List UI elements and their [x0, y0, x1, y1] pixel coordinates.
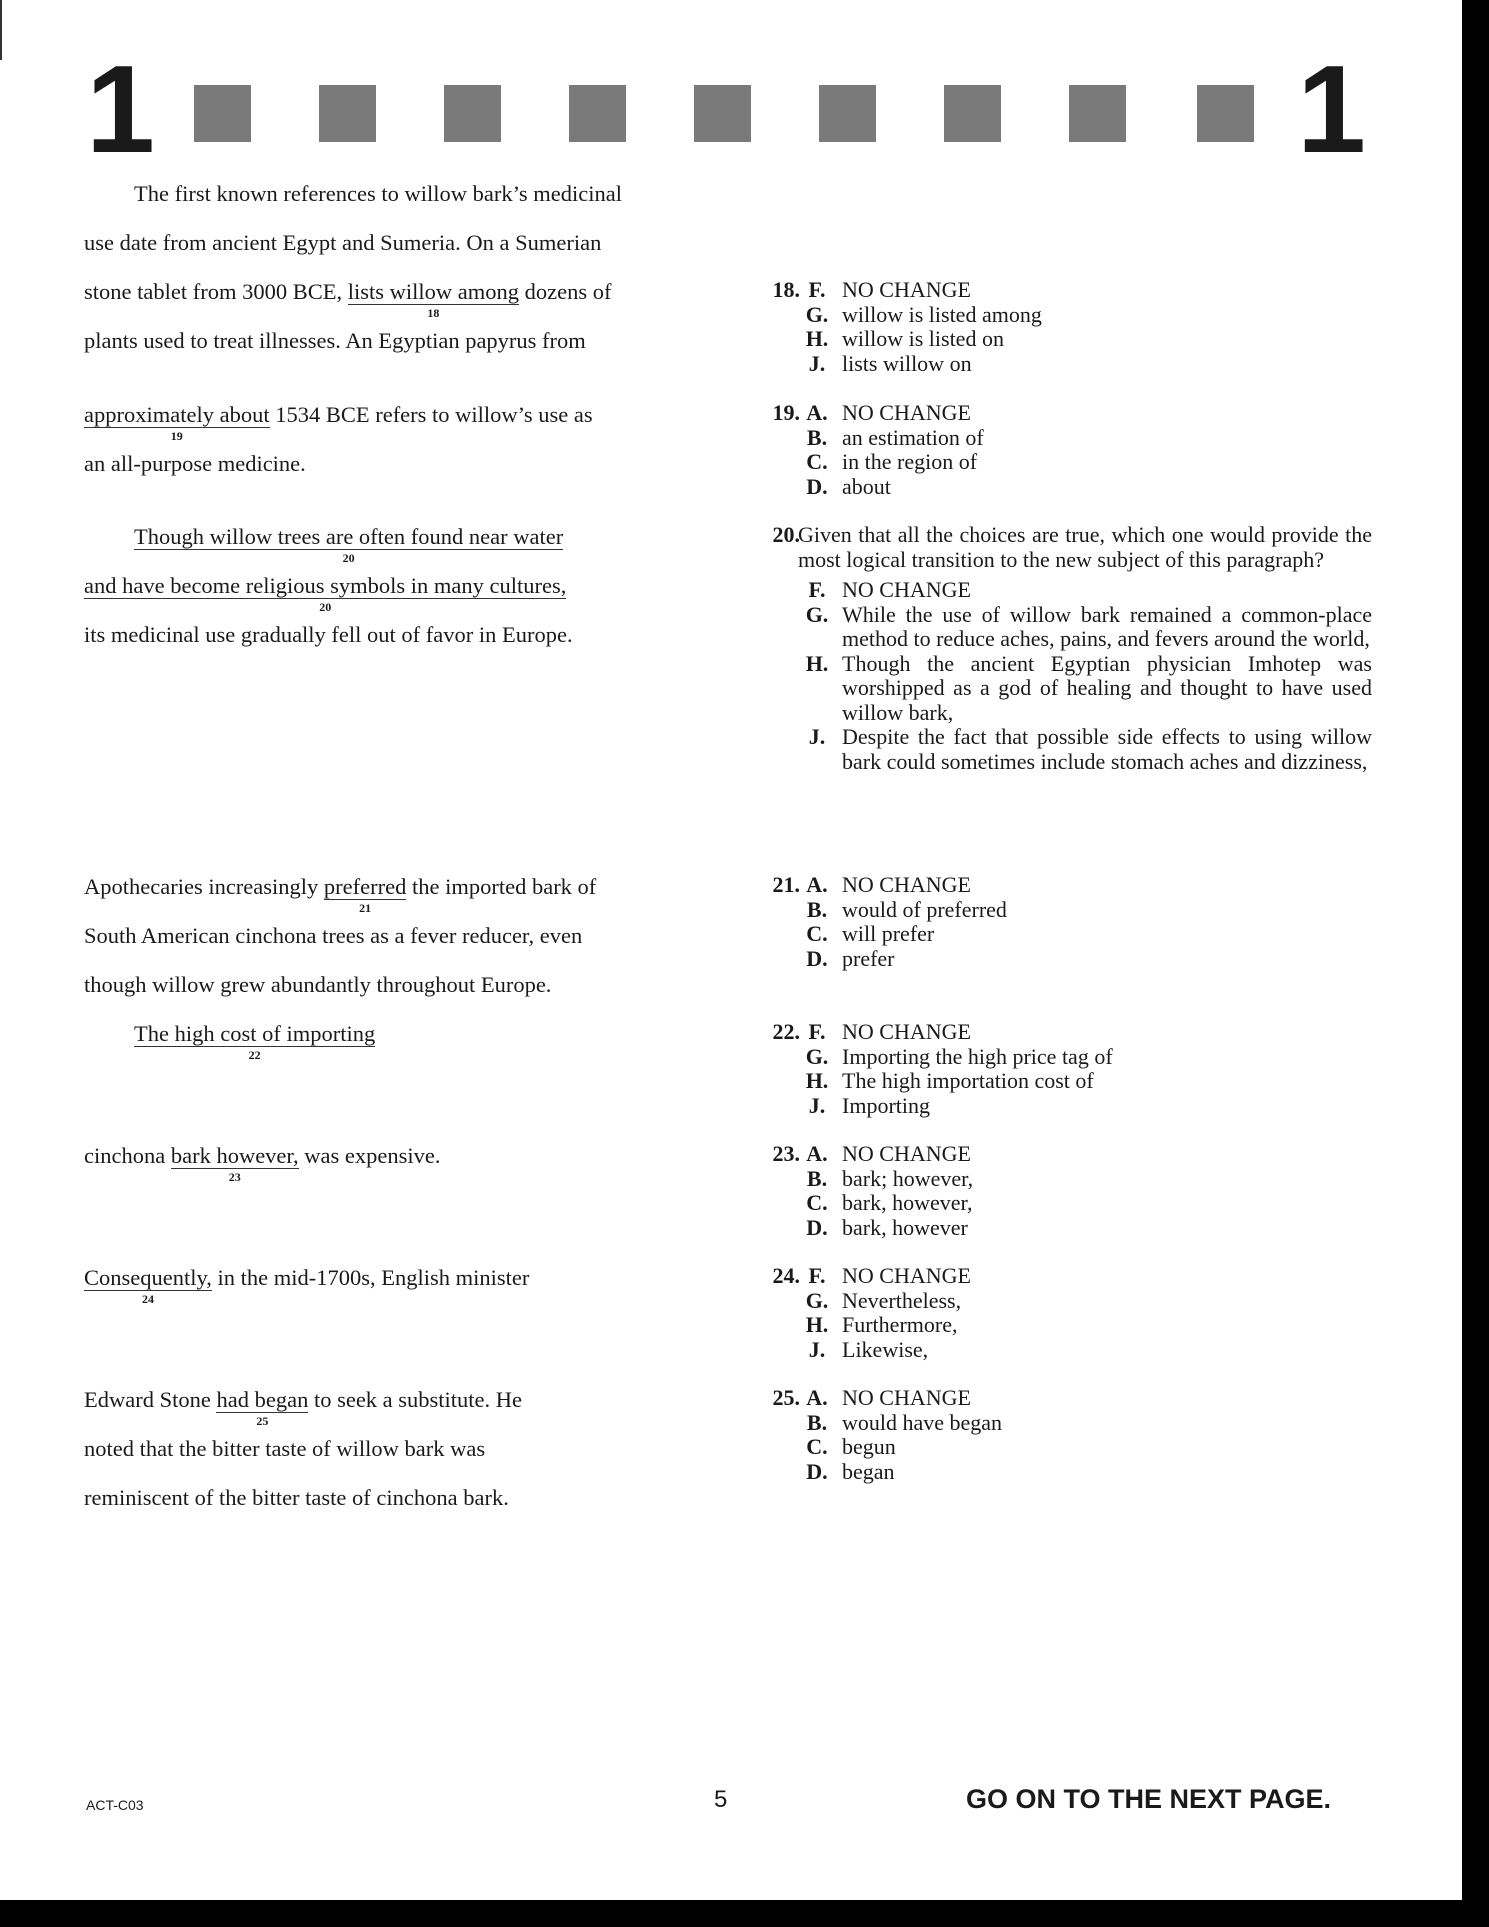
- scan-edge-mark: [0, 0, 2, 60]
- option-letter: D.: [806, 473, 828, 499]
- question-number: 21.: [772, 872, 800, 897]
- underlined-portion: [323, 874, 407, 915]
- option-letter: B.: [806, 1165, 828, 1191]
- passage-line: [84, 922, 704, 950]
- question-number: 24.: [772, 1263, 800, 1288]
- answer-option[interactable]: [752, 1167, 1372, 1192]
- question-reference-number: 25: [256, 1414, 269, 1428]
- answer-option[interactable]: [752, 725, 1372, 774]
- option-letter: G.: [805, 301, 829, 327]
- question-25: [752, 1386, 1372, 1484]
- option-text: NO CHANGE: [842, 1019, 971, 1044]
- option-text: While the use of willow bark remained a common-place method to reduce aches, pains, and fevers around the world,: [842, 601, 1372, 651]
- option-letter: J.: [808, 350, 826, 376]
- option-text: an estimation of: [842, 424, 984, 450]
- option-letter: F.: [808, 1019, 826, 1044]
- header-box: [319, 85, 376, 142]
- option-letter: D.: [806, 1214, 828, 1240]
- question-20: [752, 523, 1372, 774]
- answer-option[interactable]: [752, 303, 1372, 328]
- option-letter: G.: [805, 1043, 829, 1069]
- underlined-portion: [216, 1387, 309, 1428]
- passage-text: Edward Stone: [84, 1387, 217, 1412]
- passage-line: [84, 450, 704, 478]
- underlined-text: and have become religious symbols in many cultures,: [84, 573, 567, 598]
- passage-text: the imported bark of: [406, 874, 597, 899]
- passage-line: [84, 1435, 704, 1463]
- question-reference-number: 24: [141, 1292, 154, 1306]
- option-text: would have began: [842, 1409, 1003, 1435]
- question-number: 25.: [772, 1385, 800, 1410]
- option-text: would of preferred: [842, 896, 1007, 922]
- option-letter: H.: [805, 1312, 829, 1337]
- underlined-portion: [84, 1265, 212, 1306]
- header-box: [819, 85, 876, 142]
- underlined-portion: [134, 1021, 376, 1062]
- option-text: NO CHANGE: [842, 277, 971, 302]
- answer-option[interactable]: [752, 1142, 1372, 1167]
- option-text: willow is listed among: [842, 301, 1042, 327]
- option-text: bark; however,: [842, 1165, 974, 1191]
- option-text: willow is listed on: [842, 326, 1004, 351]
- option-text: Furthermore,: [842, 1312, 958, 1337]
- question-number: 22.: [772, 1019, 800, 1044]
- answer-option[interactable]: [752, 1216, 1372, 1241]
- option-text: will prefer: [842, 921, 935, 946]
- underlined-portion: [84, 402, 270, 443]
- option-text: NO CHANGE: [842, 1263, 971, 1288]
- answer-option[interactable]: [752, 947, 1372, 972]
- option-letter: J.: [808, 1336, 826, 1362]
- option-text: in the region of: [842, 449, 978, 474]
- option-letter: A.: [806, 872, 828, 897]
- header-box: [1197, 85, 1254, 142]
- answer-option[interactable]: [752, 603, 1372, 652]
- passage-line: [84, 401, 704, 443]
- option-letter: A.: [806, 1141, 828, 1166]
- answer-option[interactable]: [752, 1289, 1372, 1314]
- header-box: [944, 85, 1001, 142]
- option-letter: A.: [806, 400, 828, 425]
- option-letter: A.: [806, 1385, 828, 1410]
- answer-option[interactable]: [752, 401, 1372, 426]
- underlined-text: had began: [216, 1387, 309, 1412]
- option-letter: J.: [808, 1092, 826, 1118]
- passage-line: [84, 278, 704, 320]
- option-letter: D.: [806, 945, 828, 971]
- answer-option[interactable]: [752, 1094, 1372, 1119]
- section-number-right: 1: [1297, 41, 1366, 179]
- option-letter: F.: [808, 577, 826, 602]
- option-text: bark, however,: [842, 1190, 973, 1215]
- passage-text: 1534 BCE refers to willow’s use as: [269, 402, 593, 427]
- passage-line: [84, 229, 704, 257]
- underlined-portion: [84, 573, 567, 614]
- question-number: 20.: [772, 522, 800, 547]
- passage-text: dozens of: [518, 279, 612, 304]
- option-text: began: [842, 1458, 895, 1484]
- option-letter: C.: [806, 1434, 828, 1459]
- passage-line: [84, 621, 704, 649]
- underlined-text: Though willow trees are often found near water: [134, 524, 564, 549]
- answer-option[interactable]: [752, 578, 1372, 603]
- answer-option[interactable]: [752, 1338, 1372, 1363]
- question-number: 19.: [772, 400, 800, 425]
- answer-option[interactable]: [752, 1191, 1372, 1216]
- question-18: [752, 278, 1372, 376]
- answer-option[interactable]: [752, 652, 1372, 726]
- header-box: [569, 85, 626, 142]
- page-number: 5: [714, 1786, 728, 1813]
- option-letter: B.: [806, 424, 828, 450]
- underlined-text: Consequently,: [84, 1265, 212, 1290]
- passage-line: [84, 873, 704, 915]
- passage-line: [84, 572, 704, 614]
- underlined-text: The high cost of importing: [134, 1021, 376, 1046]
- question-number: 18.: [772, 277, 800, 302]
- answer-option[interactable]: [752, 1045, 1372, 1070]
- answer-option[interactable]: [752, 1020, 1372, 1045]
- option-letter: C.: [806, 1190, 828, 1215]
- question-reference-number: 20: [319, 600, 332, 614]
- question-reference-number: 19: [170, 429, 183, 443]
- question-reference-number: 22: [248, 1048, 261, 1062]
- question-number: 23.: [772, 1141, 800, 1166]
- passage-text: was expensive.: [298, 1143, 441, 1168]
- passage-line: [84, 327, 704, 355]
- underlined-text: bark however,: [170, 1143, 299, 1168]
- answer-option[interactable]: [752, 1460, 1372, 1485]
- answer-option[interactable]: [752, 327, 1372, 352]
- option-letter: C.: [806, 449, 828, 474]
- answer-option[interactable]: [752, 1386, 1372, 1411]
- passage-text: cinchona: [84, 1143, 171, 1168]
- option-letter: F.: [808, 1263, 826, 1288]
- passage-line: [84, 1020, 754, 1062]
- passage-line: [84, 523, 754, 565]
- passage-text: its medicinal use gradually fell out of favor in Europe.: [84, 622, 573, 647]
- option-text: NO CHANGE: [842, 872, 971, 897]
- option-letter: H.: [805, 326, 829, 351]
- option-text: Nevertheless,: [842, 1287, 962, 1313]
- passage-text: stone tablet from 3000 BCE,: [84, 279, 348, 304]
- passage-line: [84, 1386, 704, 1428]
- option-text: bark, however: [842, 1214, 968, 1240]
- answer-option[interactable]: [752, 898, 1372, 923]
- answer-option[interactable]: [752, 1313, 1372, 1338]
- passage-text: The first known references to willow bark’s medicinal: [134, 181, 622, 206]
- passage-text: use date from ancient Egypt and Sumeria. On a Sumerian: [84, 230, 602, 255]
- underlined-portion: [347, 279, 519, 320]
- passage-line: [84, 1484, 704, 1512]
- answer-option[interactable]: [752, 426, 1372, 451]
- option-text: NO CHANGE: [842, 1141, 971, 1166]
- passage-line: [84, 1264, 704, 1306]
- passage-text: noted that the bitter taste of willow bark was: [84, 1436, 486, 1461]
- question-reference-number: 21: [359, 901, 372, 915]
- option-letter: B.: [806, 1409, 828, 1435]
- next-page-notice: GO ON TO THE NEXT PAGE.: [966, 1784, 1332, 1814]
- question-24: [752, 1264, 1372, 1362]
- passage-text: though willow grew abundantly throughout Europe.: [84, 972, 552, 997]
- question-19: [752, 401, 1372, 499]
- option-text: NO CHANGE: [842, 1385, 971, 1410]
- answer-option[interactable]: [752, 352, 1372, 377]
- passage-text: Apothecaries increasingly: [84, 874, 324, 899]
- answer-option[interactable]: [752, 873, 1372, 898]
- header-box: [694, 85, 751, 142]
- header-box: [194, 85, 251, 142]
- question-22: [752, 1020, 1372, 1118]
- answer-option[interactable]: [752, 278, 1372, 303]
- form-code: ACT-C03: [86, 1797, 144, 1813]
- option-letter: F.: [808, 277, 826, 302]
- passage-text: plants used to treat illnesses. An Egyptian papyrus from: [84, 328, 586, 353]
- option-text: The high importation cost of: [842, 1068, 1094, 1093]
- option-letter: G.: [805, 601, 829, 627]
- answer-option[interactable]: [752, 450, 1372, 475]
- passage-text: in the mid-1700s, English minister: [211, 1265, 530, 1290]
- answer-option[interactable]: [752, 1411, 1372, 1436]
- option-text: Importing the high price tag of: [842, 1043, 1113, 1069]
- passage-line: [84, 1142, 704, 1184]
- question-23: [752, 1142, 1372, 1240]
- underlined-text: preferred: [323, 874, 407, 899]
- question-21: [752, 873, 1372, 971]
- option-text: about: [842, 473, 891, 499]
- answer-option[interactable]: [752, 1069, 1372, 1094]
- option-text: begun: [842, 1434, 896, 1459]
- option-letter: H.: [805, 650, 829, 676]
- section-number-left: 1: [86, 41, 155, 179]
- option-letter: G.: [805, 1287, 829, 1313]
- question-reference-number: 18: [427, 306, 440, 320]
- underlined-text: approximately about: [84, 402, 270, 427]
- passage-text: an all-purpose medicine.: [84, 451, 306, 476]
- passage-line: [84, 180, 754, 208]
- answer-option[interactable]: [752, 475, 1372, 500]
- underlined-text: lists willow among: [347, 279, 519, 304]
- option-text: NO CHANGE: [842, 400, 971, 425]
- option-text: Though the ancient Egyptian physician Imhotep was worshipped as a god of healing and thought to have used willow bark,: [842, 650, 1372, 725]
- option-text: prefer: [842, 945, 895, 971]
- passage-text: South American cinchona trees as a fever reducer, even: [84, 923, 583, 948]
- question-reference-number: 23: [228, 1170, 241, 1184]
- passage-text: to seek a substitute. He: [308, 1387, 523, 1412]
- option-text: Despite the fact that possible side effects to using willow bark could sometimes include stomach aches and dizziness,: [842, 724, 1372, 774]
- underlined-portion: [170, 1143, 299, 1184]
- option-text: NO CHANGE: [842, 577, 971, 602]
- option-letter: C.: [806, 921, 828, 946]
- option-text: Importing: [842, 1092, 930, 1118]
- passage-line: [84, 971, 704, 999]
- header-box: [1069, 85, 1126, 142]
- passage-text: reminiscent of the bitter taste of cinchona bark.: [84, 1485, 509, 1510]
- option-letter: H.: [805, 1068, 829, 1093]
- answer-option[interactable]: [752, 922, 1372, 947]
- option-letter: B.: [806, 896, 828, 922]
- underlined-portion: [134, 524, 564, 565]
- option-letter: D.: [806, 1458, 828, 1484]
- question-reference-number: 20: [342, 551, 355, 565]
- answer-option[interactable]: [752, 1264, 1372, 1289]
- header-box: [444, 85, 501, 142]
- option-letter: J.: [808, 724, 826, 749]
- option-text: Likewise,: [842, 1336, 929, 1362]
- option-text: lists willow on: [842, 350, 972, 376]
- question-stem: Given that all the choices are true, which one would provide the most logical transition to the new subject of this paragraph?: [798, 522, 1372, 572]
- answer-option[interactable]: [752, 1435, 1372, 1460]
